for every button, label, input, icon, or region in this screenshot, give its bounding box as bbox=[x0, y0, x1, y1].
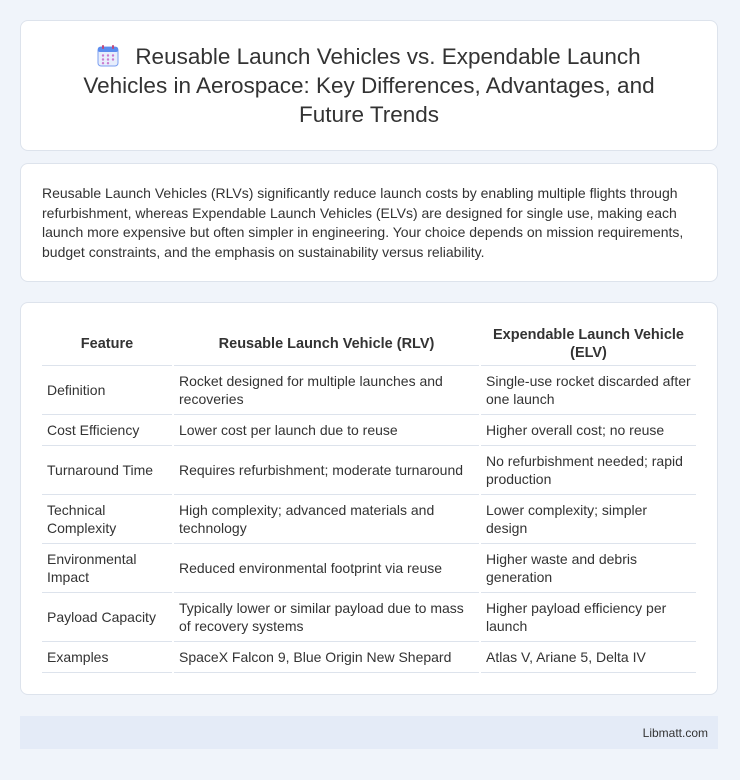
page-title bbox=[61, 42, 677, 129]
row-elv-value: Higher payload efficiency per launch bbox=[481, 593, 696, 642]
row-feature: Payload Capacity bbox=[42, 593, 172, 642]
table-header-row bbox=[42, 323, 696, 366]
row-elv-value: Lower complexity; simpler design bbox=[481, 495, 696, 544]
row-elv-value: Higher overall cost; no reuse bbox=[481, 415, 696, 446]
header-feature: Feature bbox=[42, 323, 172, 366]
row-rlv-value: High complexity; advanced materials and technology bbox=[174, 495, 479, 544]
row-feature: Technical Complexity bbox=[42, 495, 172, 544]
comparison-table-card bbox=[20, 302, 718, 695]
table-row bbox=[42, 446, 696, 495]
calendar-icon bbox=[97, 45, 119, 67]
row-feature: Cost Efficiency bbox=[42, 415, 172, 446]
table-row bbox=[42, 544, 696, 593]
row-rlv-value: Requires refurbishment; moderate turnaround bbox=[174, 446, 479, 495]
row-elv-value: Single-use rocket discarded after one launch bbox=[481, 366, 696, 415]
row-elv-value: No refurbishment needed; rapid production bbox=[481, 446, 696, 495]
table-row bbox=[42, 642, 696, 673]
row-feature: Environmental Impact bbox=[42, 544, 172, 593]
summary-card bbox=[20, 163, 718, 282]
comparison-table bbox=[40, 323, 698, 673]
table-row bbox=[42, 366, 696, 415]
header-rlv: Reusable Launch Vehicle (RLV) bbox=[174, 323, 479, 366]
header-elv: Expendable Launch Vehicle (ELV) bbox=[481, 323, 696, 366]
row-feature: Turnaround Time bbox=[42, 446, 172, 495]
table-row bbox=[42, 593, 696, 642]
row-rlv-value: SpaceX Falcon 9, Blue Origin New Shepard bbox=[174, 642, 479, 673]
row-elv-value: Atlas V, Ariane 5, Delta IV bbox=[481, 642, 696, 673]
row-rlv-value: Reduced environmental footprint via reuse bbox=[174, 544, 479, 593]
table-row bbox=[42, 415, 696, 446]
page-title-text: Reusable Launch Vehicles vs. Expendable Launch Vehicles in Aerospace: Key Differences, Advantages, and Future Trends bbox=[83, 44, 655, 127]
summary-text: Reusable Launch Vehicles (RLVs) significantly reduce launch costs by enabling multiple flights through refurbishment, whereas Expendable Launch Vehicles (ELVs) are designed for single use, making each launch more expensive but often simpler in engineering. Your choice depends on mission requirements, budget constraints, and the emphasis on sustainability versus reliability. bbox=[42, 185, 684, 260]
title-card bbox=[20, 20, 718, 151]
footer bbox=[20, 716, 718, 749]
row-rlv-value: Typically lower or similar payload due to mass of recovery systems bbox=[174, 593, 479, 642]
table-row bbox=[42, 495, 696, 544]
row-elv-value: Higher waste and debris generation bbox=[481, 544, 696, 593]
row-feature: Examples bbox=[42, 642, 172, 673]
row-rlv-value: Lower cost per launch due to reuse bbox=[174, 415, 479, 446]
row-rlv-value: Rocket designed for multiple launches and recoveries bbox=[174, 366, 479, 415]
row-feature: Definition bbox=[42, 366, 172, 415]
footer-brand: Libmatt.com bbox=[642, 725, 708, 740]
